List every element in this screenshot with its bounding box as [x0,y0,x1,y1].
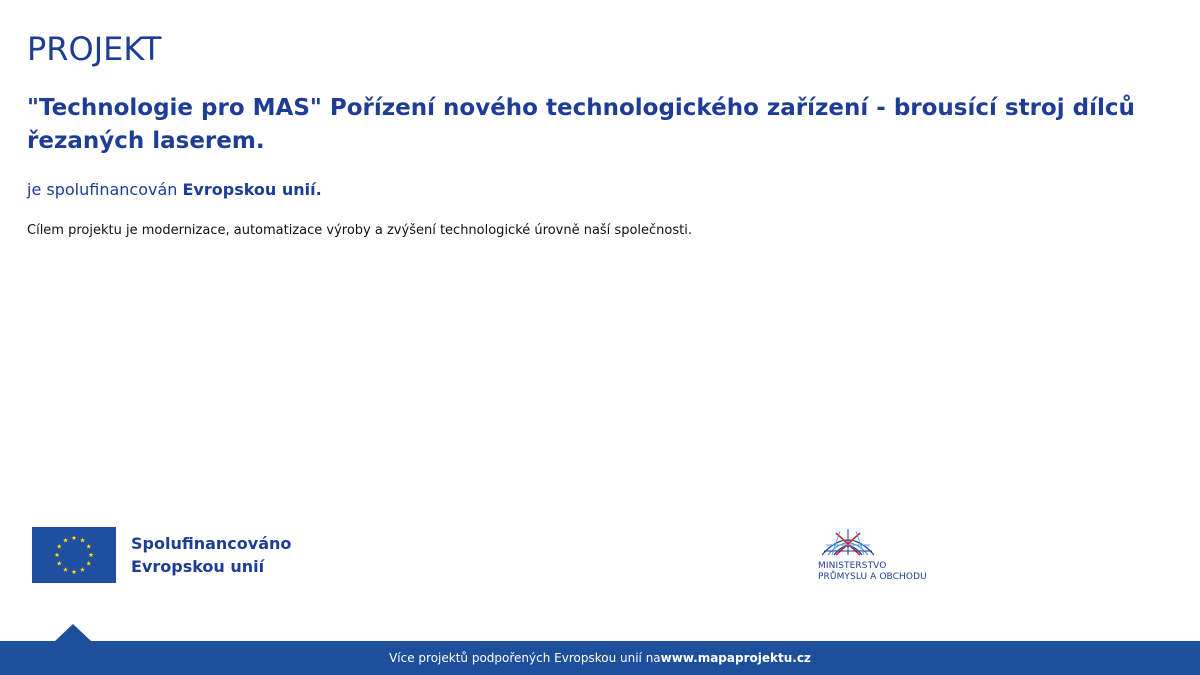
ministry-line2: PRŮMYSLU A OBCHODU [818,572,927,582]
footer-text: Více projektů podpořených Evropskou unií na [389,651,661,665]
eu-logo-line2: Evropskou unií [131,557,265,576]
cofinance-statement [27,180,322,199]
footer-link[interactable]: www.mapaprojektu.cz [660,651,811,665]
ministry-name [818,561,958,583]
eu-logo-text [131,532,291,578]
eu-logo-line1: Spolufinancováno [131,534,292,553]
project-title: "Technologie pro MAS" Pořízení nového technologického zařízení - brousící stroj dílců řezaných laserem. [27,95,1135,154]
ministry-globe-icon [818,525,878,559]
ministry-logo [818,525,958,583]
project-description: Cílem projektu je modernizace, automatizace výroby a zvýšení technologické úrovně naší společnosti. [27,223,692,238]
footer-notch [55,624,91,641]
ministry-line1: MINISTERSTVO [818,561,887,571]
page-heading: PROJEKT [27,30,162,68]
cofinance-prefix: je spolufinancován [27,180,183,199]
eu-flag-icon [32,527,116,583]
cofinance-eu: Evropskou unií. [182,180,322,199]
eu-cofinanced-logo [32,527,291,583]
footer-bar [0,641,1200,675]
